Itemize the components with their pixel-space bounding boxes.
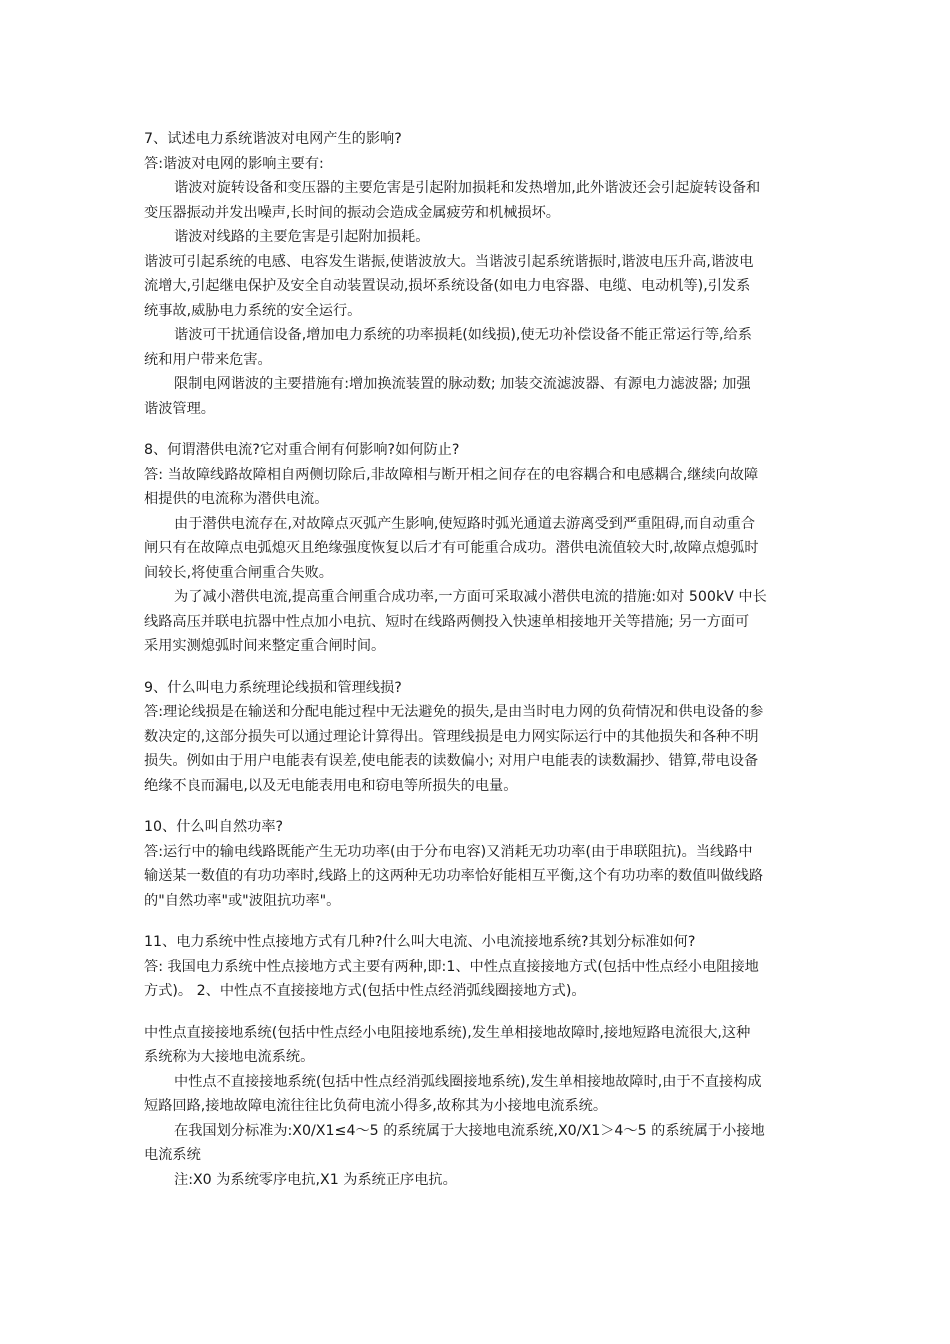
answer-text-line: 统和用户带来危害。: [144, 351, 272, 368]
answer-text-line: 谐波可干扰通信设备,增加电力系统的功率损耗(如线损),使无功补偿设备不能正常运行等,给系: [174, 327, 752, 343]
answer-text-line: 答: 我国电力系统中性点接地方式主要有两种,即:1、中性点直接接地方式(包括中性点经小电阻接地: [144, 958, 759, 975]
qa-section: [144, 127, 810, 421]
answer-text-line: 为了减小潜供电流,提高重合闸重合成功率,一方面可采取减小潜供电流的措施:如对 500kV 中长: [174, 589, 767, 605]
answer-text-line: 方式)。 2、中性点不直接接地方式(包括中性点经消弧线圈接地方式)。: [144, 983, 586, 999]
answer-text-line: 短路回路,接地故障电流往往比负荷电流小得多,故称其为小接地电流系统。: [144, 1098, 608, 1114]
question-heading: 11、电力系统中性点接地方式有几种?什么叫大电流、小电流接地系统?其划分标准如何?: [144, 934, 696, 950]
answer-text-line: 限制电网谐波的主要措施有:增加换流装置的脉动数; 加装交流滤波器、有源电力滤波器; 加强: [174, 376, 751, 392]
qa-section: [144, 1021, 810, 1193]
question-heading: 8、何谓潜供电流?它对重合闸有何影响?如何防止?: [144, 442, 460, 458]
section-gap: [144, 1004, 810, 1021]
answer-text-line: 变压器振动并发出噪声,长时间的振动会造成金属疲劳和机械损坏。: [144, 204, 560, 221]
answer-text-line: 中性点不直接接地系统(包括中性点经消弧线圈接地系统),发生单相接地故障时,由于不直接构成: [174, 1073, 762, 1090]
answer-text-line: 损失。例如由于用户电能表有误差,使电能表的读数偏小; 对用户电能表的读数漏抄、错算,带电设备: [144, 753, 759, 769]
answer-text-line: 谐波对线路的主要危害是引起附加损耗。: [174, 229, 430, 245]
answer-text-line: 闸只有在故障点电弧熄灭且绝缘强度恢复以后才有可能重合成功。潜供电流值较大时,故障点熄弧时: [144, 540, 759, 556]
answer-text-line: 流增大,引起继电保护及安全自动装置误动,损坏系统设备(如电力电容器、电缆、电动机等),引发系: [144, 278, 751, 294]
question-heading: 7、试述电力系统谐波对电网产生的影响?: [144, 131, 402, 147]
answer-text-line: 数决定的,这部分损失可以通过理论计算得出。管理线损是电力网实际运行中的其他损失和各种不明: [144, 728, 759, 745]
section-gap: [144, 913, 810, 930]
answer-text-line: 在我国划分标准为:X0/X1≤4～5 的系统属于大接地电流系统,X0/X1＞4～5 的系统属于小接地: [174, 1122, 765, 1139]
qa-section: [144, 930, 810, 1004]
answer-text-line: 采用实测熄弧时间来整定重合闸时间。: [144, 638, 386, 654]
question-heading: 9、什么叫电力系统理论线损和管理线损?: [144, 679, 402, 696]
section-gap: [144, 659, 810, 676]
answer-text-line: 绝缘不良而漏电,以及无电能表用电和窃电等所损失的电量。: [144, 777, 518, 794]
answer-text-line: 电流系统: [144, 1147, 201, 1163]
section-gap: [144, 421, 810, 438]
answer-text-line: 谐波管理。: [144, 400, 215, 417]
answer-text-line: 输送某一数值的有功功率时,线路上的这两种无功功率恰好能相互平衡,这个有功功率的数值叫做线路: [144, 868, 764, 884]
question-heading: 10、什么叫自然功率?: [144, 819, 284, 835]
qa-section: [144, 815, 810, 913]
answer-text-line: 的"自然功率"或"波阻抗功率"。: [144, 892, 341, 909]
answer-text-line: 答:运行中的输电线路既能产生无功功率(由于分布电容)又消耗无功功率(由于串联阻抗)。当线路中: [144, 843, 753, 860]
answer-text-line: 谐波对旋转设备和变压器的主要危害是引起附加损耗和发热增加,此外谐波还会引起旋转设备和: [174, 180, 761, 196]
section-gap: [144, 798, 810, 815]
answer-text-line: 谐波可引起系统的电感、电容发生谐振,使谐波放大。当谐波引起系统谐振时,谐波电压升高,谐波电: [144, 253, 754, 270]
answer-text-line: 中性点直接接地系统(包括中性点经小电阻接地系统),发生单相接地故障时,接地短路电流很大,这种: [144, 1024, 751, 1041]
answer-text-line: 统事故,威胁电力系统的安全运行。: [144, 302, 362, 319]
answer-text-line: 注:X0 为系统零序电抗,X1 为系统正序电抗。: [174, 1171, 457, 1188]
qa-section: [144, 676, 810, 799]
answer-text-line: 答:理论线损是在输送和分配电能过程中无法避免的损失,是由当时电力网的负荷情况和供电设备的参: [144, 704, 764, 720]
answer-text-line: 由于潜供电流存在,对故障点灭弧产生影响,使短路时弧光通道去游离受到严重阻碍,而自动重合: [174, 515, 756, 532]
answer-text-line: 系统称为大接地电流系统。: [144, 1049, 315, 1065]
answer-text-line: 相提供的电流称为潜供电流。: [144, 491, 329, 507]
answer-text-line: 线路高压并联电抗器中性点加小电抗、短时在线路两侧投入快速单相接地开关等措施; 另一方面可: [144, 613, 750, 630]
answer-text-line: 间较长,将使重合闸重合失败。: [144, 564, 333, 581]
document-page: [144, 127, 810, 1192]
answer-text-line: 答:谐波对电网的影响主要有:: [144, 155, 324, 172]
answer-text-line: 答: 当故障线路故障相自两侧切除后,非故障相与断开相之间存在的电容耦合和电感耦合,继续向故障: [144, 466, 759, 483]
qa-section: [144, 438, 810, 659]
